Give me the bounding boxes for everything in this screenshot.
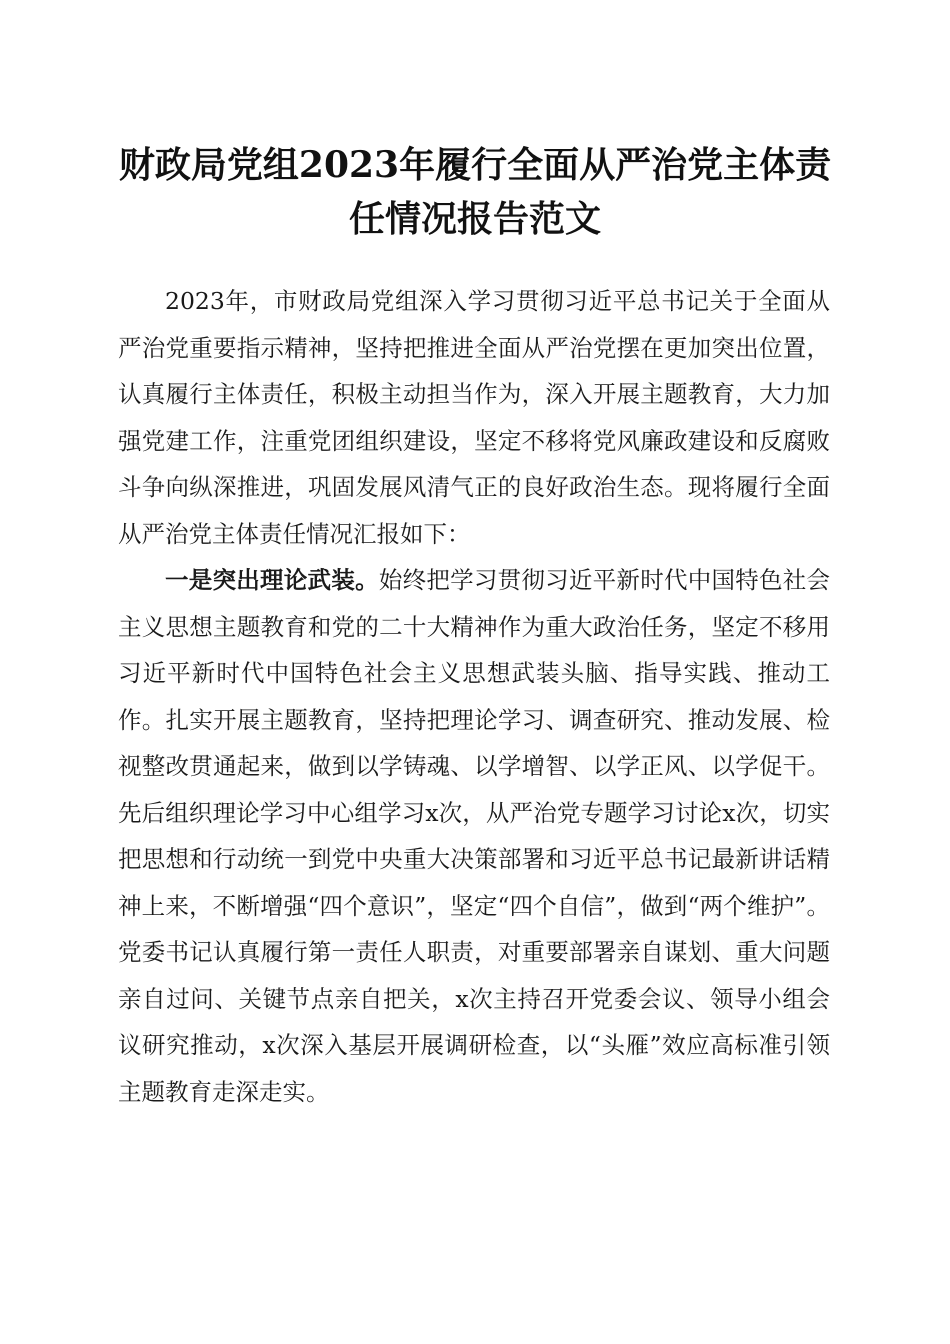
document-body bbox=[118, 278, 830, 1115]
section-1-paragraph bbox=[118, 557, 830, 1115]
title-line-1: 财政局党组2023年履行全面从严治党主体责 bbox=[118, 144, 832, 186]
title-line-2: 任情况报告范文 bbox=[348, 198, 601, 240]
section-1-heading: 一是突出理论武装。 bbox=[165, 566, 379, 594]
section-1-body: 始终把学习贯彻习近平新时代中国特色社会主义思想主题教育和党的二十大精神作为重大政治任务，坚定不移用习近平新时代中国特色社会主义思想武装头脑、指导实践、推动工作。扎实开展主题教育，坚持把理论学习、调查研究、推动发展、检视整改贯通起来，做到以学铸魂、以学增智、以学正风、以学促干。先后组织理论学习中心组学习x次，从严治党专题学习讨论x次，切实把思想和行动统一到党中央重大决策部署和习近平总书记最新讲话精神上来，不断增强“四个意识”，坚定“四个自信”，做到“两个维护”。党委书记认真履行第一责任人职责，对重要部署亲自谋划、重大问题亲自过问、关键节点亲自把关，x次主持召开党委会议、领导小组会议研究推动，x次深入基层开展调研检查，以“头雁”效应高标准引领主题教育走深走实。 bbox=[118, 566, 831, 1106]
intro-paragraph: 2023年，市财政局党组深入学习贯彻习近平总书记关于全面从严治党重要指示精神，坚持把推进全面从严治党摆在更加突出位置，认真履行主体责任，积极主动担当作为，深入开展主题教育，大力加强党建工作，注重党团组织建设，坚定不移将党风廉政建设和反腐败斗争向纵深推进，巩固发展风清气正的良好政治生态。现将履行全面从严治党主体责任情况汇报如下： bbox=[118, 287, 830, 548]
document-title bbox=[100, 138, 850, 246]
